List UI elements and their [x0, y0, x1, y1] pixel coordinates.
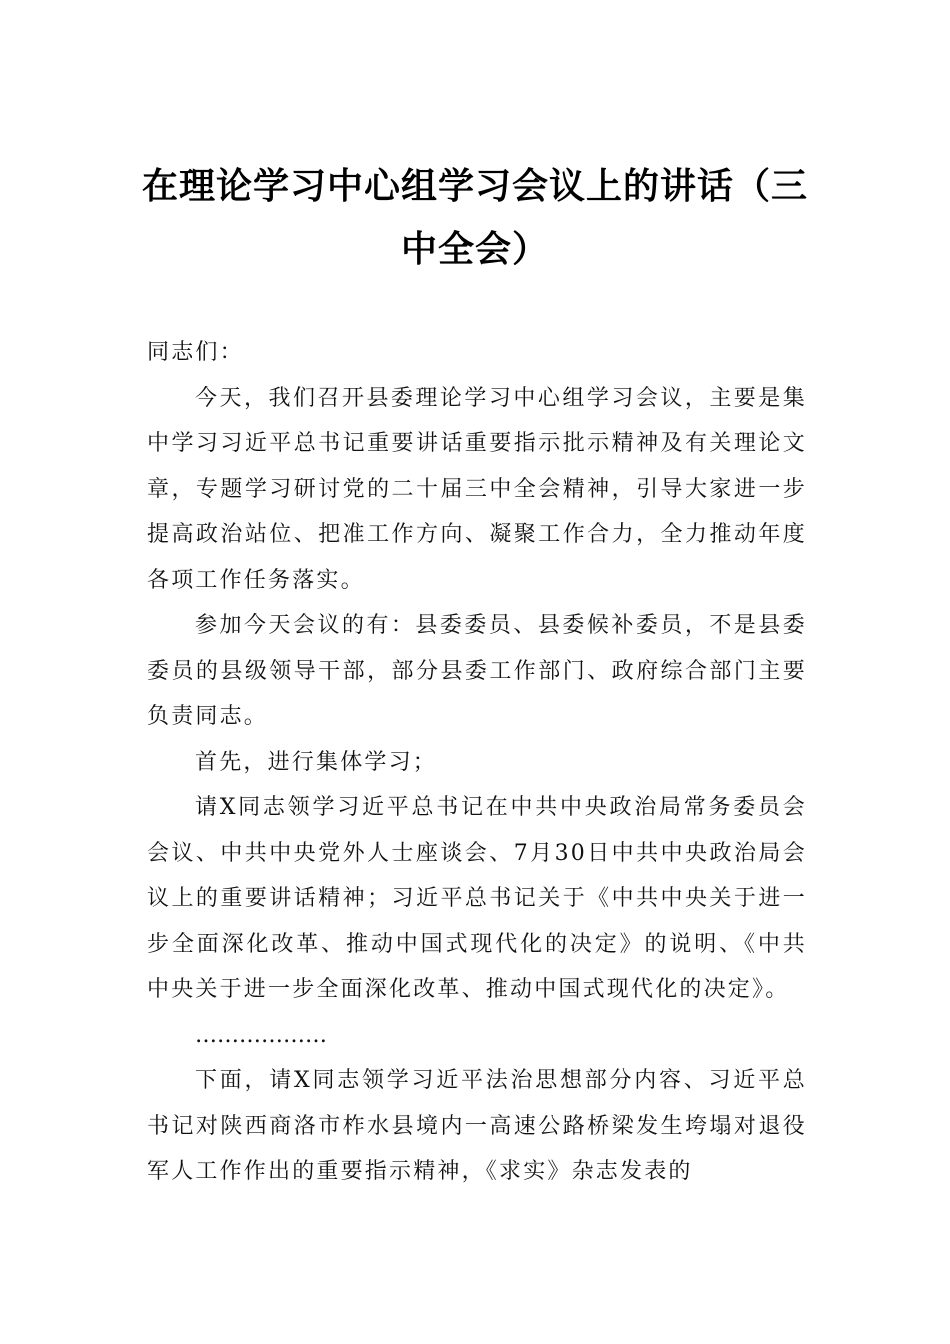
- paragraph-4: 请X同志领学习近平总书记在中共中央政治局常务委员会会议、中共中央党外人士座谈会、7月30日中共中央政治局会议上的重要讲话精神；习近平总书记关于《中共中央关于进一步全面深化改革、推动中国式现代化的决定》的说明、《中共中央关于进一步全面深化改革、推动中国式现代化的决定》。: [147, 795, 807, 1002]
- document-title: [120, 155, 830, 281]
- document-body: [147, 330, 807, 1195]
- paragraph-2: 参加今天会议的有：县委委员、县委候补委员，不是县委委员的县级领导干部，部分县委工作部门、政府综合部门主要负责同志。: [147, 613, 807, 729]
- paragraph-3: 首先，进行集体学习；: [195, 749, 438, 775]
- title-line-2: 中全会）: [400, 228, 549, 270]
- ellipsis-line: ………………: [195, 1022, 327, 1048]
- title-line-1: 在理论学习中心组学习会议上的讲话（三: [141, 165, 808, 207]
- salutation: 同志们：: [147, 340, 244, 365]
- paragraph-5: 下面，请X同志领学习近平法治思想部分内容、习近平总书记对陕西商洛市柞水县境内一高速公路桥梁发生垮塌对退役军人工作作出的重要指示精神，《求实》杂志发表的: [147, 1068, 807, 1184]
- paragraph-1: 今天，我们召开县委理论学习中心组学习会议，主要是集中学习习近平总书记重要讲话重要指示批示精神及有关理论文章，专题学习研讨党的二十届三中全会精神，引导大家进一步提高政治站位、把准工作方向、凝聚工作合力，全力推动年度各项工作任务落实。: [147, 385, 807, 593]
